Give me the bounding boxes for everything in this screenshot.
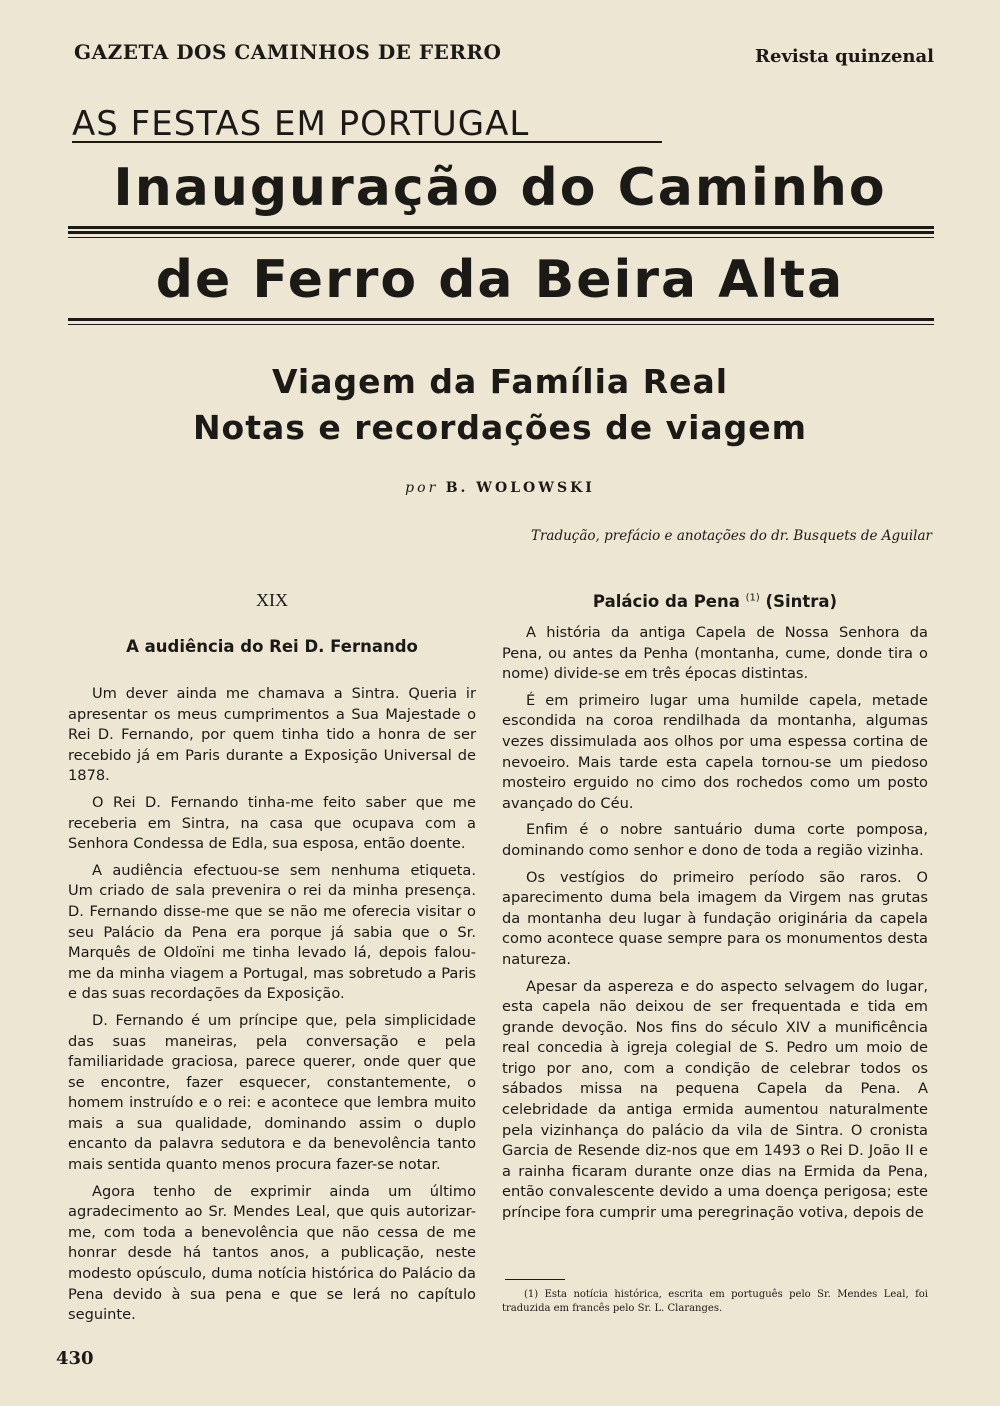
- title-rule-bottom: [68, 318, 934, 325]
- section-heading-suffix: (Sintra): [765, 592, 838, 611]
- footnote-divider: [505, 1279, 565, 1280]
- paragraph: Os vestígios do primeiro período são raros. O aparecimento duma bela imagem da Virgem nas grutas da montanha deu lugar à fundação originária da capela como acontece quase sempre para os monumentos desta natureza.: [502, 868, 928, 968]
- paragraph: A audiência efectuou-se sem nenhuma etiqueta. Um criado de sala prevenira o rei da minha presença. D. Fernando disse-me que se não me oferecia visitar o seu Palácio da Pena era porque já sabia que o Sr. Marquês de Oldoïni me tinha levado lá, depois falou-me da minha viagem a Portugal, mas sobretudo a Paris e das suas recordações da Exposição.: [68, 861, 476, 1003]
- chapter-number: XIX: [256, 590, 288, 610]
- page-number: 430: [56, 1348, 94, 1369]
- paragraph: O Rei D. Fernando tinha-me feito saber que me receberia em Sintra, na casa que ocupava com a Senhora Condessa de Edla, sua esposa, então doente.: [68, 793, 476, 853]
- section-title: AS FESTAS EM PORTUGAL: [72, 104, 530, 144]
- section-heading: [502, 592, 928, 611]
- right-column: [502, 590, 928, 1230]
- chapter-heading: A audiência do Rei D. Fernando: [126, 637, 418, 656]
- paragraph: Apesar da aspereza e do aspecto selvagem do lugar, esta capela não deixou de ser frequentada e tida em grande devoção. Nos fins do século XIV a munificência real concedia à igreja colegial de S. Pedro um moio de trigo por ano, com a condição de celebrar todos os sábados missa na pequena Capela da Pena. A celebridade da antiga ermida aumentou naturalmente pela vizinhança do palácio da vila de Sintra. O cronista Garcia de Resende diz-nos que em 1493 o Rei D. João II e a rainha ficaram durante onze dias na Ermida da Pena, então convalescente devido a uma doença perigosa; este príncipe fora cumprir uma peregrinação votiva, depois de: [502, 977, 928, 1222]
- section-underline: [72, 141, 662, 143]
- paragraph: D. Fernando é um príncipe que, pela simplicidade das suas maneiras, pela conversação e pela familiaridade graciosa, parece querer, onde quer que se encontre, fazer esquecer, constantemente, o homem instruído e o rei: e acontece que lembra muito mais a sua qualidade, dominando assim o duplo encanto da palavra sedutora e da benevolência tanto mais sentida quanto menos procura fazer-se notar.: [68, 1011, 476, 1174]
- footnote-marker: (1): [745, 592, 760, 604]
- author-prefix: por: [405, 480, 439, 496]
- left-column: [68, 590, 476, 1332]
- paragraph: Enfim é o nobre santuário duma corte pomposa, dominando como senhor e dono de toda a região vizinha.: [502, 821, 928, 859]
- translator-credit: Tradução, prefácio e anotações do dr. Busquets de Aguilar: [530, 528, 932, 544]
- article-subtitle-line-1: Viagem da Família Real: [271, 362, 729, 401]
- paragraph: Um dever ainda me chamava a Sintra. Queria ir apresentar os meus cumprimentos a Sua Majestade o Rei D. Fernando, por quem tinha tido a honra de ser recebido já em Paris durante a Exposição Universal de 1878.: [68, 685, 476, 785]
- article-subtitle-line-2: Notas e recordações de viagem: [192, 408, 808, 447]
- publication-name: GAZETA DOS CAMINHOS DE FERRO: [74, 40, 502, 64]
- author-name: B. WOLOWSKI: [445, 480, 595, 496]
- paragraph: Agora tenho de exprimir ainda um último agradecimento ao Sr. Mendes Leal, que quis autorizar-me, com toda a benevolência que não cessa de me honrar desde há tantos anos, a publicação, neste modesto opúsculo, duma notícia histórica do Palácio da Pena devido à sua pena e que se lerá no capítulo seguinte.: [68, 1182, 476, 1324]
- section-heading-title: Palácio da Pena: [592, 592, 740, 611]
- article-title-line-2: de Ferro da Beira Alta: [155, 250, 845, 310]
- title-rule-middle: [68, 231, 934, 238]
- article-title-line-1: Inauguração do Caminho: [113, 158, 887, 218]
- publication-frequency: Revista quinzenal: [755, 46, 934, 67]
- author-byline: [60, 480, 940, 496]
- footnote: (1) Esta notícia histórica, escrita em português pelo Sr. Mendes Leal, foi traduzida em francês pelo Sr. L. Claranges.: [502, 1289, 928, 1314]
- paragraph: A história da antiga Capela de Nossa Senhora da Pena, ou antes da Penha (montanha, cume, donde tira o nome) divide-se em três épocas distintas.: [502, 624, 928, 683]
- paragraph: É em primeiro lugar uma humilde capela, metade escondida na coroa rendilhada da montanha, algumas vezes dissimulada aos olhos por uma espessa cortina de nevoeiro. Mais tarde esta capela tornou-se um piedoso mosteiro erguido no cimo dos rochedos como um posto avançado do Céu.: [502, 691, 928, 812]
